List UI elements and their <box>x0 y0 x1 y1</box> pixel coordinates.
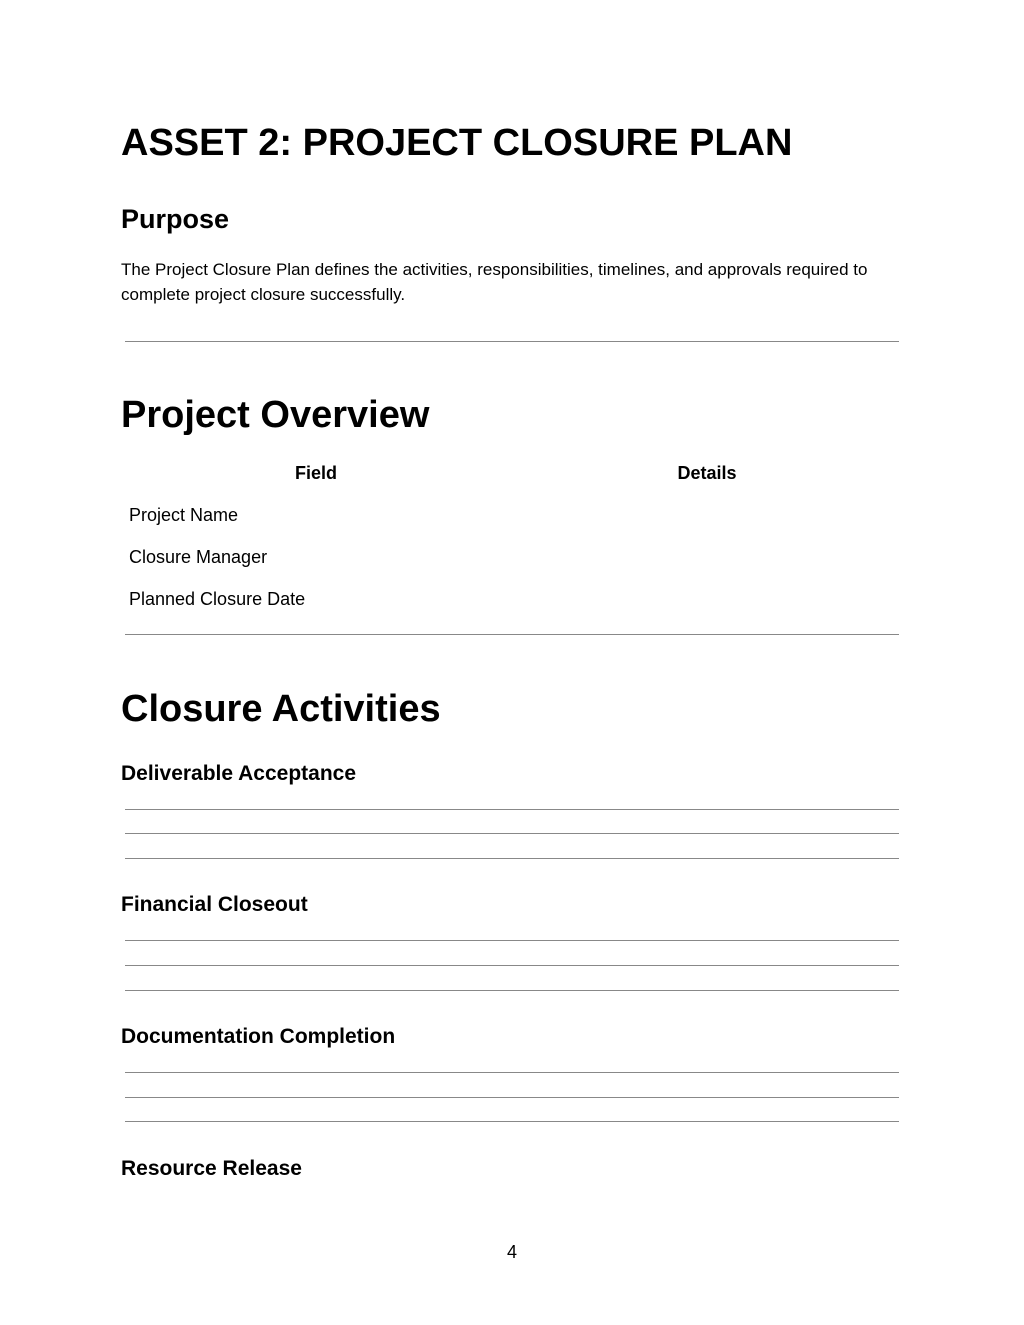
table-cell-field: Project Name <box>129 505 239 525</box>
writing-line <box>125 833 899 834</box>
project-overview-heading: Project Overview <box>121 394 430 436</box>
writing-line <box>125 1097 899 1098</box>
table-header-field: Field <box>294 463 337 483</box>
subsection-heading-resource-release: Resource Release <box>121 1157 302 1180</box>
closure-activities-heading: Closure Activities <box>121 688 441 730</box>
writing-line <box>125 858 899 859</box>
writing-line <box>125 1121 899 1122</box>
writing-line <box>125 1072 899 1073</box>
writing-line <box>125 990 899 991</box>
table-cell-field: Planned Closure Date <box>129 589 306 609</box>
document-title: ASSET 2: PROJECT CLOSURE PLAN <box>121 122 793 164</box>
subsection-heading-deliverable-acceptance: Deliverable Acceptance <box>121 762 357 785</box>
subsection-heading-documentation-completion: Documentation Completion <box>121 1025 396 1048</box>
section-divider <box>125 634 899 635</box>
table-cell-field: Closure Manager <box>129 547 268 567</box>
writing-line <box>125 965 899 966</box>
writing-line <box>125 940 899 941</box>
purpose-text: The Project Closure Plan defines the activities, responsibilities, timelines, and approvals required to complete project closure successfully. <box>121 260 868 304</box>
subsection-heading-financial-closeout: Financial Closeout <box>121 893 308 916</box>
table-header-details: Details <box>677 463 737 483</box>
purpose-heading: Purpose <box>121 204 230 234</box>
section-divider <box>125 341 899 342</box>
writing-line <box>125 809 899 810</box>
page-number: 4 <box>506 1242 517 1262</box>
